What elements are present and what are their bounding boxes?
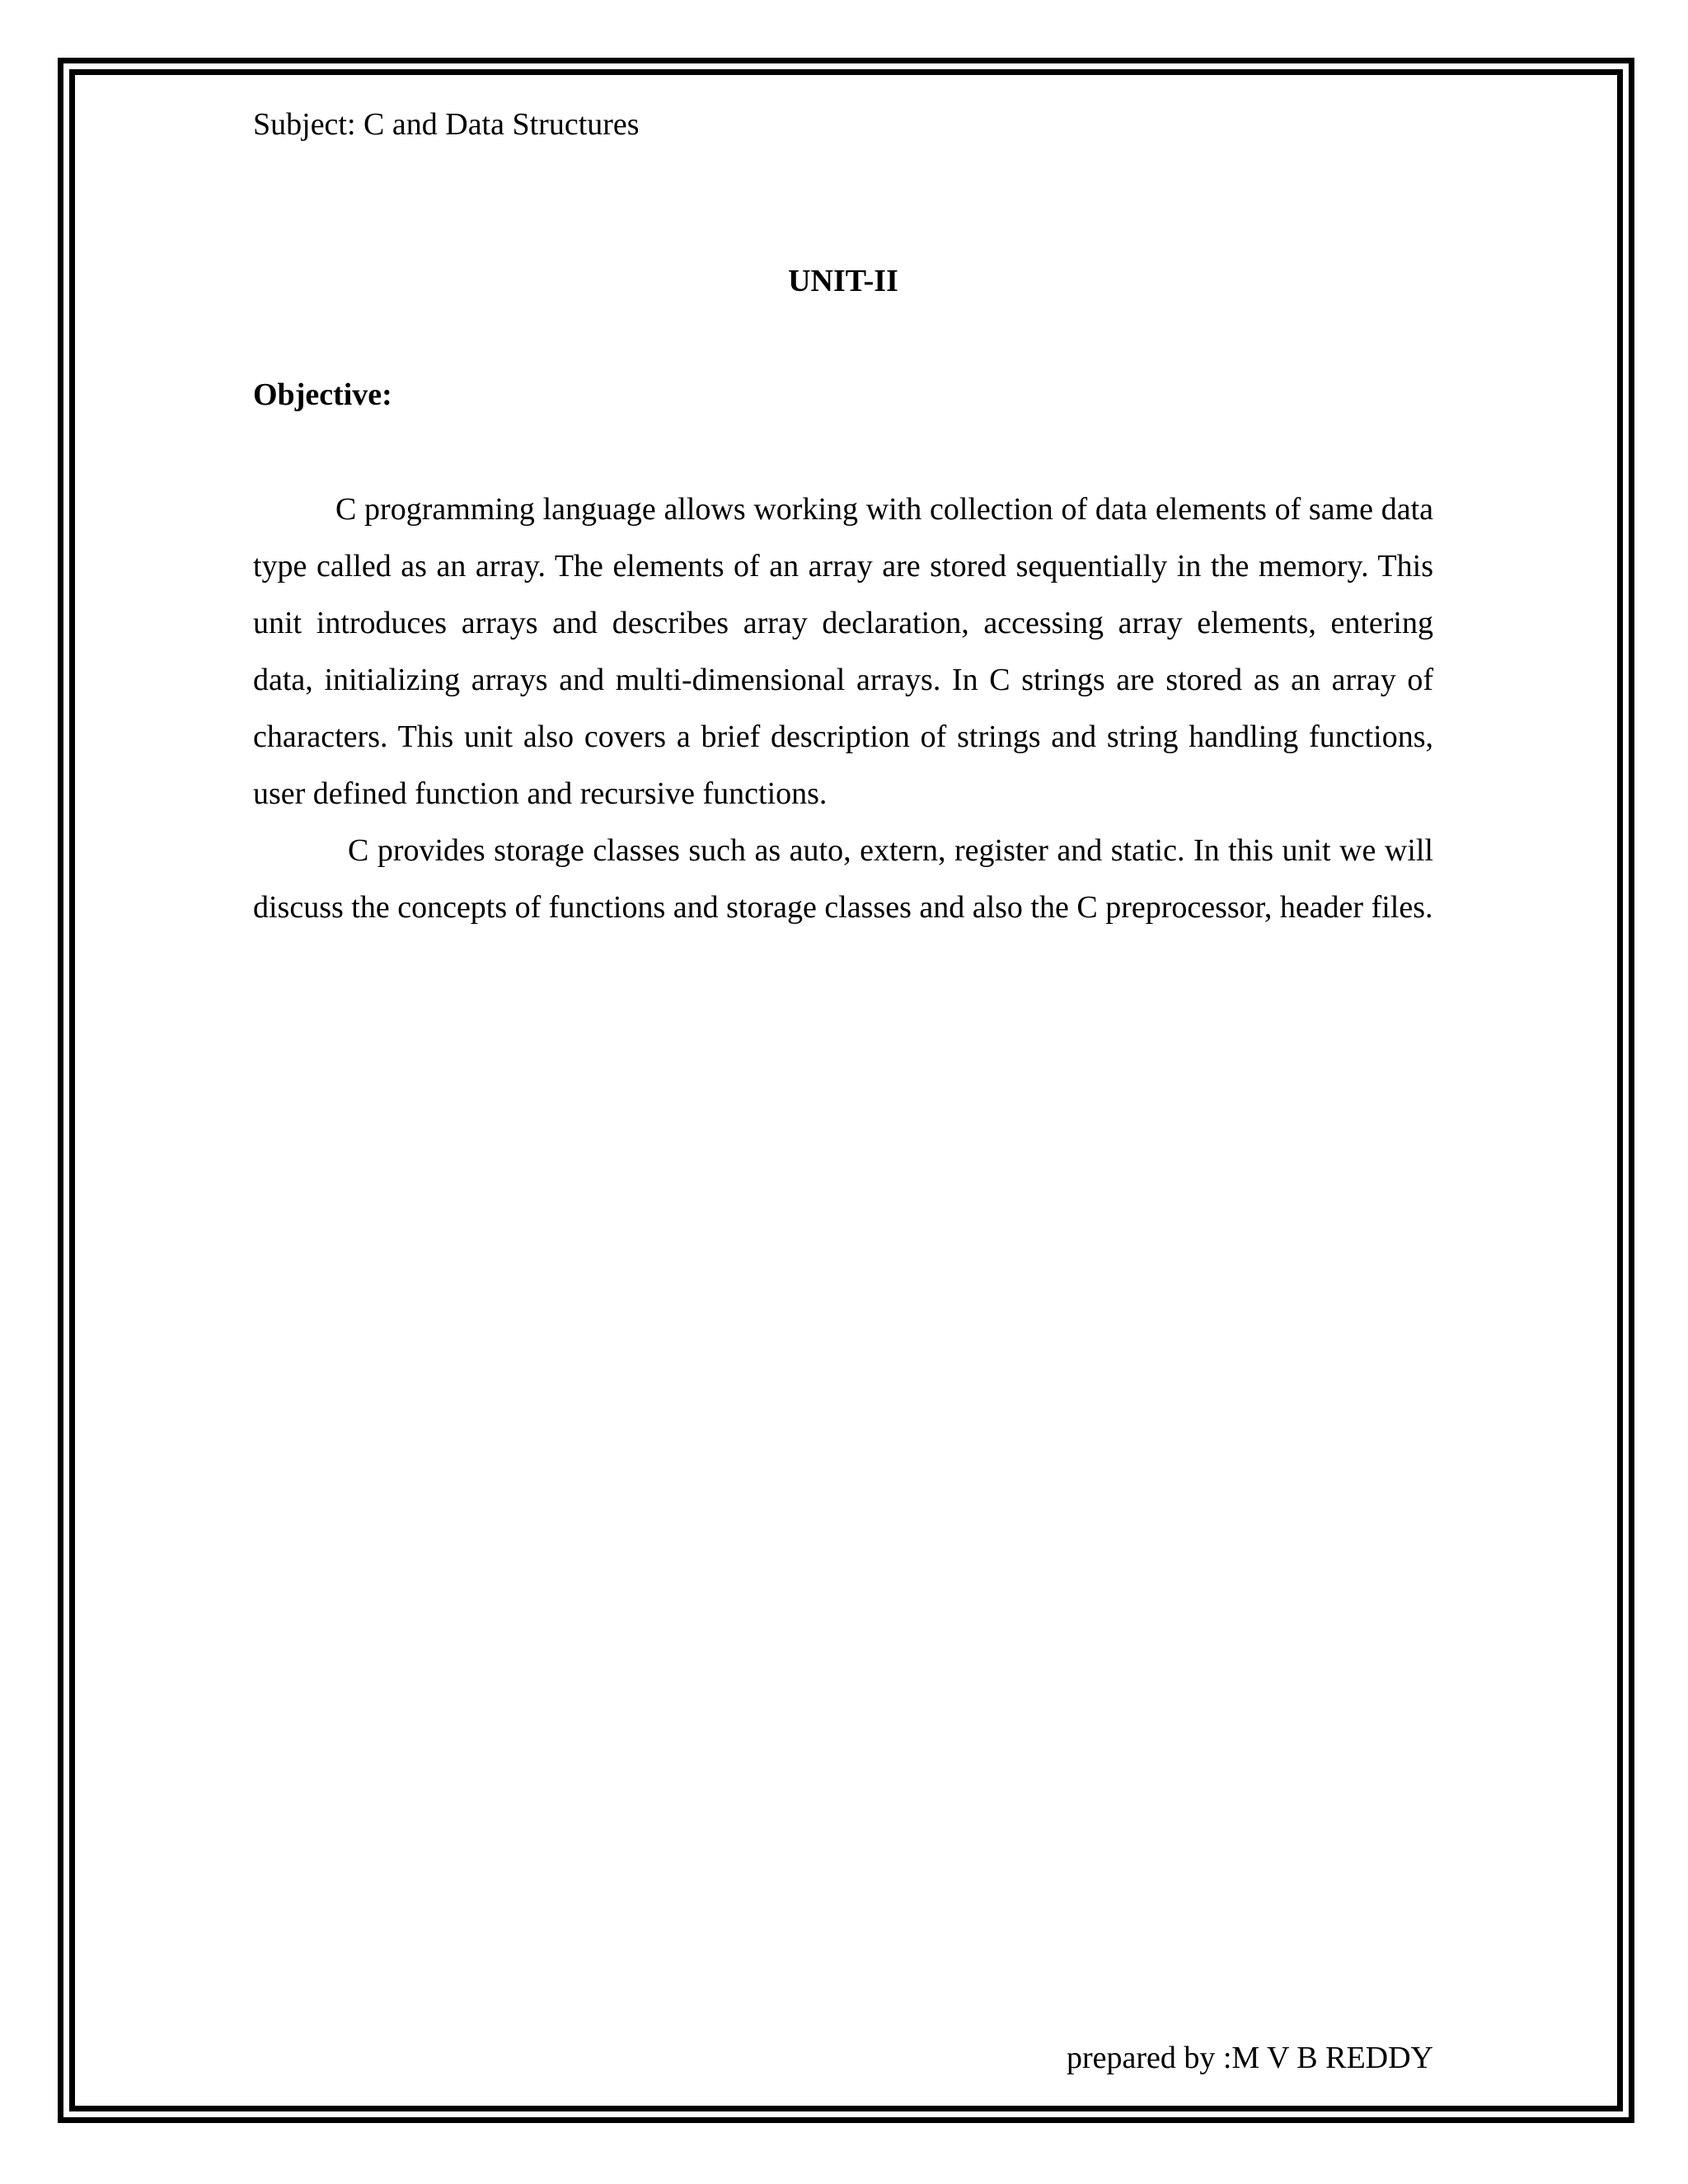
unit-title: UNIT-II — [788, 264, 898, 298]
prepared-by-footer: prepared by :M V B REDDY — [1066, 2041, 1433, 2075]
objective-heading: Objective: — [253, 377, 392, 412]
objective-paragraph-2: C provides storage classes such as auto, extern, register and static. In this unit we will discuss the concepts of functions and storage classes and also the C preprocessor, header files. — [253, 833, 1433, 925]
objective-paragraph-1: C programming language allows working with collection of data elements of same data type called as an array. The elements of an array are stored sequentially in the memory. This unit introduces arrays and describes array declaration, accessing array elements, entering data, initializing arrays and multi-dimensional arrays. In C strings are stored as an array of characters. This unit also covers a brief description of strings and string handling functions, user defined function and recursive functions. — [253, 492, 1433, 811]
objective-body — [253, 481, 1433, 936]
subject-header: Subject: C and Data Structures — [253, 107, 640, 142]
